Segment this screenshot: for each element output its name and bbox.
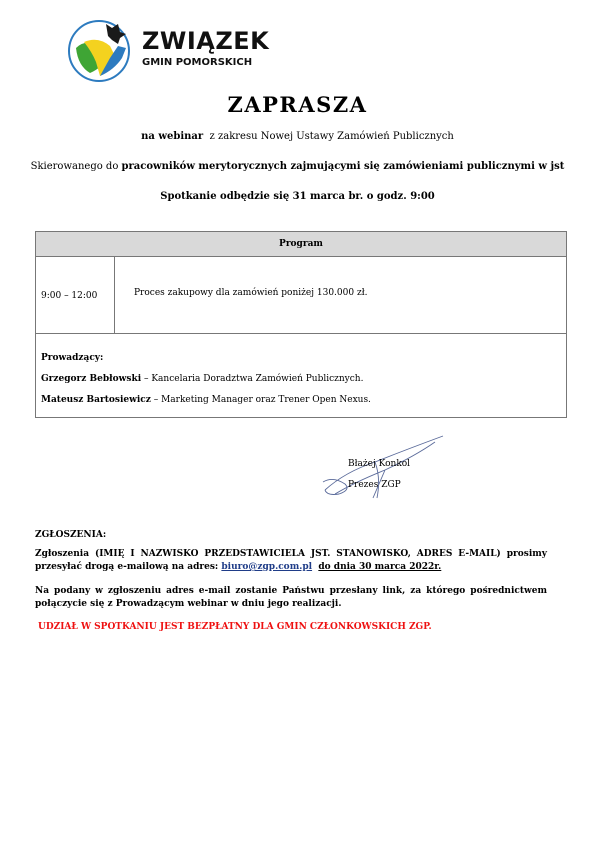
signatory-role: Prezes ZGP (348, 480, 401, 490)
program-row (36, 257, 566, 334)
link-info-paragraph: Na podany w zgłoszeniu adres e-mail zostanie Państwu przesłany link, za którego pośrednictwem połączycie się z Prowadzącym webinar w dniu jego realizacji. (35, 586, 547, 609)
email-link[interactable]: biuro@zgp.com.pl (221, 562, 313, 572)
subtitle-rest: z zakresu Nowej Ustawy Zamówień Publicznych (209, 131, 454, 142)
leaders-section (41, 348, 371, 411)
page-title: ZAPRASZA (227, 92, 368, 117)
leader-item (41, 390, 371, 411)
free-participation-notice: UDZIAŁ W SPOTKANIU JEST BEZPŁATNY DLA GMIN CZŁONKOWSKICH ZGP. (38, 622, 432, 632)
signatory-name: Błażej Konkol (348, 459, 411, 469)
leader-name: Grzegorz Bebłowski (41, 374, 142, 384)
program-time: 9:00 – 12:00 (41, 291, 98, 301)
program-description: Proces zakupowy dla zamówień poniżej 130.000 zł. (134, 288, 368, 298)
meeting-date: Spotkanie odbędzie się 31 marca br. o godz. 9:00 (160, 191, 435, 202)
program-header: Program (36, 232, 566, 257)
audience-line (0, 161, 595, 172)
zgp-logo (66, 18, 270, 84)
leaders-label: Prowadzący: (41, 353, 104, 363)
subtitle-prefix: na webinar (141, 131, 204, 142)
zgp-emblem-icon (66, 18, 136, 84)
registration-paragraph (35, 548, 547, 574)
registration-deadline: do dnia 30 marca 2022r. (318, 562, 442, 572)
audience-bold: pracowników merytorycznych zajmującymi się zamówieniami publicznymi w jst (121, 161, 565, 172)
logo-subtitle: GMIN POMORSKICH (142, 57, 253, 68)
registration-heading: ZGŁOSZENIA: (35, 530, 107, 540)
registration-text: Zgłoszenia (IMIĘ I NAZWISKO PRZEDSTAWICIELA JST. STANOWISKO, ADRES E-MAIL) prosimy przesyłać drogą e-mailową na adres: (35, 549, 547, 572)
program-time-cell (36, 257, 115, 333)
leader-role: – Kancelaria Doradztwa Zamówień Publicznych. (141, 374, 364, 384)
webinar-subtitle (0, 131, 595, 142)
program-table (35, 231, 567, 418)
leader-item (41, 369, 371, 390)
leader-role: – Marketing Manager oraz Trener Open Nexus. (150, 395, 371, 405)
logo-wordmark: ZWIĄZEK (142, 27, 270, 55)
leader-name: Mateusz Bartosiewicz (41, 395, 151, 405)
audience-prefix: Skierowanego do (30, 161, 119, 172)
